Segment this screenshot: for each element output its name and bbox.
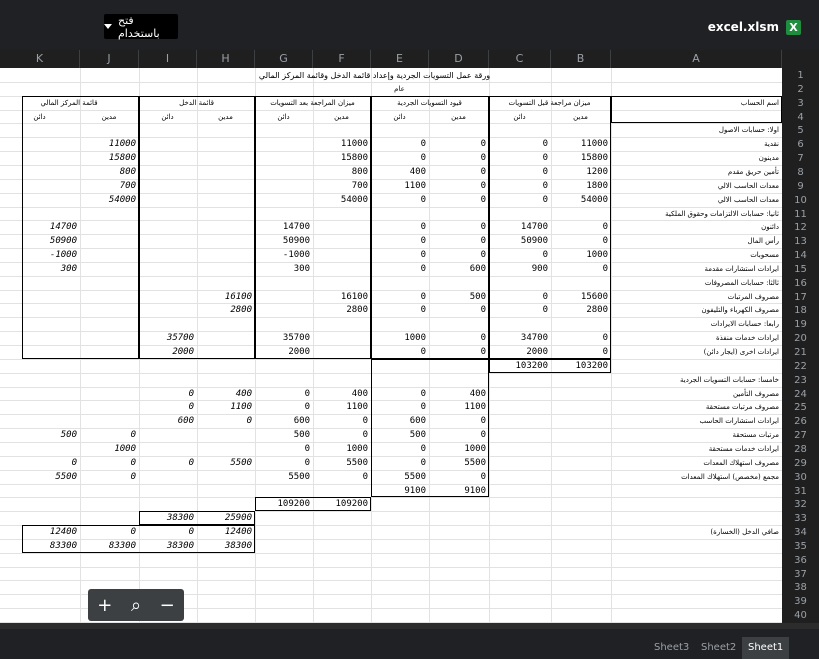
cell-j10: 54000 [108, 194, 136, 205]
row-header[interactable]: 28 [794, 443, 807, 455]
cell-f27: 0 [362, 430, 368, 441]
cell-g13: 50900 [282, 236, 310, 247]
row-header[interactable]: 11 [794, 208, 807, 220]
cell-b22: 103200 [575, 360, 608, 371]
row-header[interactable]: 7 [797, 153, 804, 165]
header-trial-before: ميزان مراجعة قبل التسويات [508, 98, 591, 107]
cell-k27: 500 [60, 430, 77, 441]
cell-f18: 2800 [346, 305, 368, 316]
cell-e18: 0 [420, 305, 426, 316]
cell-g14: -1000 [282, 250, 310, 261]
cell-e26: 600 [409, 416, 426, 427]
cell-i29: 0 [188, 457, 194, 468]
column-header-j[interactable]: J [80, 50, 139, 68]
cell-d21: 0 [480, 347, 486, 357]
cell-e17: 0 [420, 291, 426, 302]
cell-f17: 16100 [340, 291, 368, 302]
cell-f28: 1000 [346, 443, 368, 454]
row-header[interactable]: 19 [794, 319, 807, 331]
cell-e10: 0 [420, 194, 426, 205]
cell-g20: 35700 [282, 333, 310, 344]
cell-d18: 0 [480, 305, 486, 316]
grid-line [0, 580, 782, 581]
account-label: ثانيا: حسابات الالتزامات وحقوق الملكية [665, 209, 779, 218]
cell-d17: 500 [469, 291, 486, 302]
row-header[interactable]: 10 [794, 194, 807, 206]
header-debit: مدين [101, 112, 117, 121]
header-debit: مدين [451, 112, 466, 121]
cell-d9: 0 [480, 180, 486, 191]
cell-d26: 0 [480, 416, 486, 427]
cell-b12: 0 [602, 222, 608, 233]
cell-h29: 5500 [230, 457, 252, 468]
row-header[interactable]: 22 [794, 360, 807, 372]
tab-sheet3[interactable]: Sheet3 [654, 642, 690, 653]
row-header[interactable]: 4 [797, 111, 804, 123]
table-border [22, 525, 255, 553]
cell-f7: 15800 [340, 153, 368, 164]
cell-i20: 35700 [166, 333, 194, 344]
cell-e21: 0 [420, 347, 426, 357]
account-label: ايرادات خدمات منفذة [715, 334, 779, 343]
account-label: مصروف الكهرباء والتليفون [701, 306, 779, 315]
cell-b21: 0 [602, 347, 608, 357]
row-header[interactable]: 3 [797, 97, 804, 109]
account-label: مصروف استهلاك المعدات [703, 458, 779, 467]
header-credit: دائن [393, 112, 406, 121]
header-credit: دائن [161, 112, 174, 121]
chevron-down-icon [104, 24, 112, 29]
row-header[interactable]: 21 [794, 347, 807, 358]
cell-f24: 400 [351, 388, 368, 399]
cell-e14: 0 [420, 250, 426, 261]
row-header[interactable]: 23 [794, 374, 807, 386]
cell-b7: 15800 [580, 153, 608, 164]
table-border [22, 96, 139, 359]
cell-d6: 0 [480, 139, 486, 150]
cell-h33: 25900 [224, 513, 252, 524]
column-header-g[interactable]: G [255, 50, 313, 68]
account-label: ايرادات استشارات مقدمة [704, 264, 779, 273]
row-header[interactable]: 34 [794, 527, 807, 539]
table-border [255, 96, 371, 359]
column-header-h[interactable]: H [197, 50, 255, 68]
file-name: excel.xlsm [707, 20, 779, 34]
cell-j9: 700 [119, 180, 136, 191]
row-header[interactable]: 38 [794, 582, 807, 594]
cell-e6: 0 [420, 139, 426, 150]
cell-c22: 103200 [515, 360, 548, 371]
cell-g28: 0 [304, 443, 310, 454]
column-header-d[interactable]: D [429, 50, 489, 68]
account-label: رابعا: حسابات الايرادات [710, 320, 779, 329]
cell-e30: 5500 [404, 471, 426, 482]
tab-sheet1[interactable]: Sheet1 [742, 637, 789, 659]
account-label: تأمين حريق مقدم [728, 167, 779, 176]
cell-i34: 0 [188, 527, 194, 538]
cell-e31: 9100 [404, 485, 426, 496]
row-header[interactable]: 16 [794, 277, 807, 289]
cell-d10: 0 [480, 194, 486, 205]
cell-e20: 1000 [404, 333, 426, 344]
zoom-in-button[interactable]: + [97, 594, 113, 616]
cell-b18: 2800 [586, 305, 608, 316]
cell-j29: 0 [130, 457, 136, 468]
cell-d29: 5500 [464, 457, 486, 468]
cell-d28: 1000 [464, 443, 486, 454]
cell-e9: 1100 [404, 180, 426, 191]
cell-b20: 0 [602, 333, 608, 344]
cell-c17: 0 [542, 291, 548, 302]
row-header[interactable]: 8 [797, 166, 804, 178]
grid-line [0, 511, 782, 512]
cell-k29: 0 [71, 457, 77, 468]
cell-k13: 50900 [49, 236, 77, 247]
row-header[interactable]: 18 [794, 305, 807, 317]
cell-e8: 400 [409, 166, 426, 177]
cell-c7: 0 [542, 153, 548, 164]
spreadsheet-grid[interactable] [0, 68, 782, 623]
cell-j6: 11000 [108, 139, 136, 150]
cell-j30: 0 [130, 471, 136, 482]
open-with-button[interactable] [104, 14, 178, 39]
cell-f6: 11000 [340, 139, 368, 150]
cell-e7: 0 [420, 153, 426, 164]
excel-icon: X [786, 20, 801, 35]
header-account-name: اسم الحساب [740, 98, 779, 107]
cell-f30: 0 [362, 471, 368, 482]
cell-f29: 5500 [346, 457, 368, 468]
cell-e25: 0 [420, 402, 426, 413]
cell-h24: 400 [235, 388, 252, 399]
zoom-controls [88, 589, 184, 621]
tab-sheet2[interactable]: Sheet2 [701, 642, 737, 653]
cell-h25: 1100 [230, 402, 252, 413]
row-header[interactable]: 30 [794, 471, 807, 483]
account-label: دائنون [761, 223, 779, 232]
cell-j8: 800 [119, 166, 136, 177]
row-header[interactable]: 27 [794, 430, 807, 442]
column-header-e[interactable]: E [371, 50, 429, 68]
cell-c6: 0 [542, 139, 548, 150]
cell-b13: 0 [602, 236, 608, 247]
cell-j7: 15800 [108, 153, 136, 164]
cell-k35: 83300 [49, 540, 77, 551]
cell-f25: 1100 [346, 402, 368, 413]
cell-d25: 1100 [464, 402, 486, 413]
cell-j34: 0 [130, 527, 136, 538]
sheet-title: ورقة عمل التسويات الجردية وإعداد قائمة الدخل وقائمة المركز المالي [258, 71, 491, 80]
cell-e12: 0 [420, 222, 426, 233]
cell-b10: 54000 [580, 194, 608, 205]
cell-c13: 50900 [520, 236, 548, 247]
cell-c12: 14700 [520, 222, 548, 233]
cell-f9: 700 [351, 180, 368, 191]
row-header[interactable]: 40 [794, 610, 807, 622]
row-header[interactable]: 29 [794, 457, 807, 469]
row-header[interactable]: 37 [794, 568, 807, 580]
cell-d24: 400 [469, 388, 486, 399]
account-label: معدات الحاسب الالي [717, 195, 779, 204]
row-header[interactable]: 39 [794, 596, 807, 608]
table-border [489, 359, 611, 373]
row-header[interactable]: 25 [794, 402, 807, 414]
cell-e13: 0 [420, 236, 426, 247]
row-header[interactable]: 17 [794, 291, 807, 303]
row-header[interactable]: 12 [794, 222, 807, 234]
row-header[interactable]: 9 [797, 180, 804, 192]
row-header[interactable]: 15 [794, 263, 807, 275]
header-adjustments: قيود التسويات الجردية [397, 98, 462, 107]
zoom-search-icon[interactable]: ⌕ [130, 594, 142, 616]
header-trial-after: ميزان المراجعة بعد التسويات [270, 98, 355, 107]
header-debit: مدين [218, 112, 233, 121]
account-label: نقدية [764, 140, 779, 149]
cell-h17: 16100 [224, 291, 252, 302]
cell-b6: 11000 [580, 139, 608, 150]
table-border [139, 511, 255, 525]
row-header[interactable]: 14 [794, 250, 807, 262]
header-credit: دائن [33, 112, 46, 121]
table-border [139, 96, 255, 359]
column-header-f[interactable]: F [313, 50, 371, 68]
column-header-c[interactable]: C [489, 50, 551, 68]
cell-i24: 0 [188, 388, 194, 399]
cell-g21: 2000 [288, 347, 310, 357]
cell-g32: 109200 [277, 499, 310, 510]
sheet-tab-bar [0, 623, 819, 657]
cell-h26: 0 [246, 416, 252, 427]
cell-d13: 0 [480, 236, 486, 247]
cell-d20: 0 [480, 333, 486, 344]
cell-h35: 38300 [224, 540, 252, 551]
cell-b8: 1200 [586, 166, 608, 177]
cell-c14: 0 [542, 250, 548, 261]
header-credit: دائن [277, 112, 290, 121]
row-header[interactable]: 33 [794, 513, 807, 525]
row-header[interactable]: 2 [797, 83, 804, 95]
table-border [489, 96, 611, 359]
row-header[interactable]: 36 [794, 554, 807, 566]
row-header[interactable]: 5 [797, 125, 804, 137]
account-label: معدات الحاسب الالي [717, 181, 779, 190]
cell-g27: 500 [293, 430, 310, 441]
column-header-i[interactable]: I [139, 50, 197, 68]
account-label: اولا: حسابات الاصول [718, 126, 779, 135]
cell-g30: 5500 [288, 471, 310, 482]
account-label: ايرادات خدمات مستحقة [708, 444, 779, 453]
cell-c15: 900 [531, 263, 548, 274]
cell-g26: 600 [293, 416, 310, 427]
cell-g15: 300 [293, 263, 310, 274]
cell-k30: 5500 [55, 471, 77, 482]
cell-f32: 109200 [335, 499, 368, 510]
table-border [371, 96, 489, 359]
cell-f26: 0 [362, 416, 368, 427]
cell-g29: 0 [304, 457, 310, 468]
account-label: خامسا: حسابات التسويات الجردية [680, 375, 779, 384]
account-label: مجمع (مخصص) استهلاك المعدات [681, 472, 779, 481]
cell-c9: 0 [542, 180, 548, 191]
cell-c18: 0 [542, 305, 548, 316]
header-debit: مدين [334, 112, 349, 121]
cell-c21: 2000 [526, 347, 548, 357]
row-header[interactable]: 26 [794, 416, 807, 428]
row-header[interactable]: 6 [797, 139, 804, 151]
cell-k15: 300 [60, 263, 77, 274]
header-debit: مدين [573, 112, 588, 121]
zoom-out-button[interactable]: − [159, 594, 175, 616]
cell-d15: 600 [469, 263, 486, 274]
cell-d31: 9100 [464, 485, 486, 496]
account-label: صافي الدخل (الخسارة) [710, 528, 779, 537]
column-header-b[interactable]: B [551, 50, 611, 68]
header-balance: قائمة المركز المالي [40, 98, 98, 107]
account-label: مصروف المرتبات [727, 292, 779, 301]
cell-d7: 0 [480, 153, 486, 164]
row-header[interactable]: 1 [797, 70, 804, 81]
cell-c10: 0 [542, 194, 548, 205]
cell-d14: 0 [480, 250, 486, 261]
account-label: مسحوبات [750, 251, 779, 260]
cell-e28: 0 [420, 443, 426, 454]
row-header[interactable]: 24 [794, 388, 807, 400]
cell-b17: 15600 [580, 291, 608, 302]
cell-g12: 14700 [282, 222, 310, 233]
row-headers [782, 68, 819, 623]
header-credit: دائن [513, 112, 526, 121]
account-label: رأس المال [747, 237, 779, 246]
sheet-subtitle: عام [394, 84, 405, 93]
cell-i26: 600 [177, 416, 194, 427]
row-header[interactable]: 32 [794, 499, 807, 511]
table-border [255, 497, 371, 511]
row-header[interactable]: 13 [794, 236, 807, 248]
cell-f10: 54000 [340, 194, 368, 205]
column-header-a[interactable]: A [611, 50, 782, 68]
account-label: مدينون [758, 154, 779, 163]
open-with-label: فتح باستخدام [118, 13, 160, 40]
row-header[interactable]: 31 [794, 485, 807, 497]
cell-e29: 0 [420, 457, 426, 468]
account-label: ايرادات استشارات الحاسب [699, 417, 779, 426]
cell-j35: 83300 [108, 540, 136, 551]
cell-g24: 0 [304, 388, 310, 399]
cell-j28: 1000 [114, 443, 136, 454]
account-label: مصروف مرتبات مستحقة [705, 403, 779, 412]
cell-h18: 2800 [230, 305, 252, 316]
row-header[interactable]: 20 [794, 333, 807, 345]
cell-d27: 0 [480, 430, 486, 441]
cell-i21: 2000 [172, 347, 194, 357]
row-header[interactable]: 35 [794, 540, 807, 552]
cell-e15: 0 [420, 263, 426, 274]
table-border [371, 359, 489, 498]
cell-e24: 0 [420, 388, 426, 399]
cell-c8: 0 [542, 166, 548, 177]
cell-j27: 0 [130, 430, 136, 441]
cell-d30: 0 [480, 471, 486, 482]
cell-i35: 38300 [166, 540, 194, 551]
cell-k12: 14700 [49, 222, 77, 233]
cell-b15: 0 [602, 263, 608, 274]
cell-d8: 0 [480, 166, 486, 177]
cell-e27: 500 [409, 430, 426, 441]
account-label: مصروف التأمين [732, 389, 779, 398]
cell-d12: 0 [480, 222, 486, 233]
account-label: ايرادات اخرى (ايجار دائن) [703, 348, 779, 356]
top-bar [0, 0, 819, 50]
account-label: مرتبات مستحقة [732, 431, 779, 440]
cell-k34: 12400 [49, 527, 77, 538]
column-headers [0, 50, 819, 69]
cell-f8: 800 [351, 166, 368, 177]
cell-g25: 0 [304, 402, 310, 413]
cell-c20: 34700 [520, 333, 548, 344]
cell-i25: 0 [188, 402, 194, 413]
table-border [611, 96, 782, 124]
grid-line [0, 567, 782, 568]
cell-b14: 1000 [586, 250, 608, 261]
header-income: قائمة الدخل [179, 98, 214, 107]
cell-i33: 38300 [166, 513, 194, 524]
column-header-k[interactable]: K [0, 50, 80, 68]
cell-h34: 12400 [224, 527, 252, 538]
cell-k14: -1000 [49, 250, 77, 261]
account-label: ثالثا: حسابات المصروفات [704, 278, 779, 287]
cell-b9: 1800 [586, 180, 608, 191]
